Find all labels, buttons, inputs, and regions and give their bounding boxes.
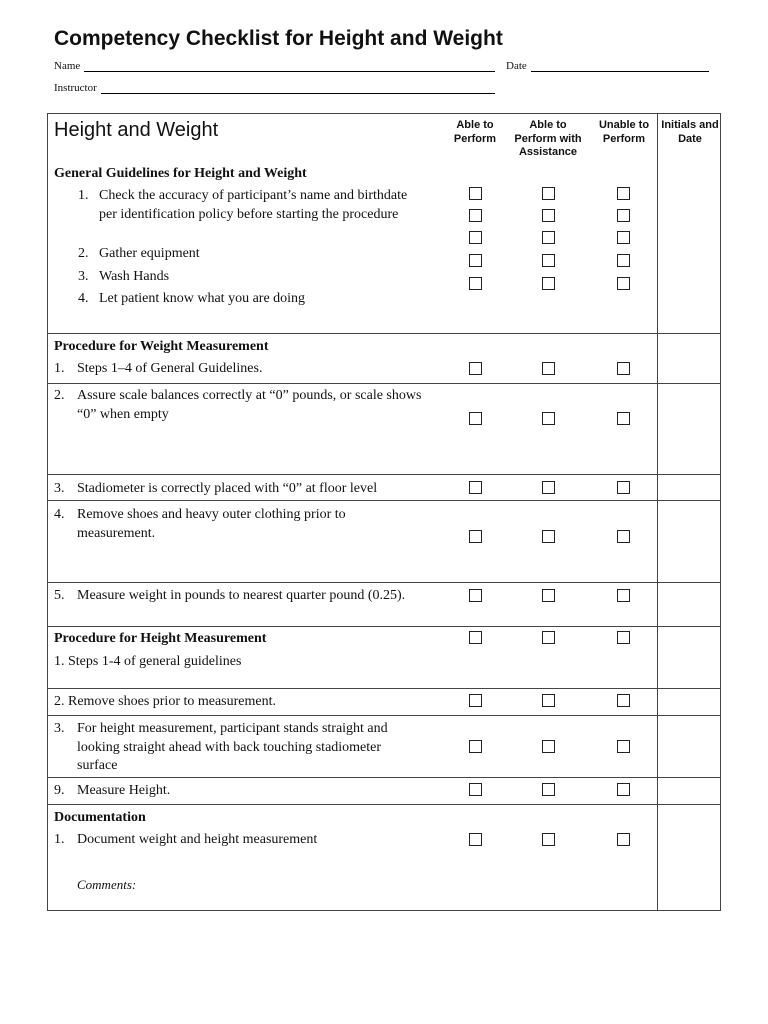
list-item — [54, 693, 434, 712]
comments-label: Comments: — [77, 877, 137, 892]
unable-checkbox[interactable] — [617, 209, 630, 222]
able-checkbox[interactable] — [469, 481, 482, 494]
date-field[interactable] — [506, 60, 709, 72]
able-checkbox[interactable] — [469, 362, 482, 375]
assistance-checkbox[interactable] — [542, 362, 555, 375]
item-text: Let patient know what you are doing — [99, 291, 306, 306]
item-number: 1. — [54, 832, 65, 847]
list-item — [78, 187, 423, 224]
list-item — [78, 245, 423, 264]
unable-checkbox[interactable] — [617, 362, 630, 375]
instructor-label: Instructor — [54, 82, 97, 94]
item-number: 3. — [78, 269, 89, 284]
able-checkbox[interactable] — [469, 187, 482, 200]
able-checkbox[interactable] — [469, 783, 482, 796]
able-checkbox[interactable] — [469, 412, 482, 425]
section-title: Height and Weight — [54, 119, 219, 141]
item-text: 2. Remove shoes prior to measurement. — [54, 694, 277, 709]
row-divider — [47, 777, 721, 778]
row-divider — [47, 474, 721, 475]
list-item — [54, 387, 432, 424]
assistance-checkbox[interactable] — [542, 254, 555, 267]
item-text: For height measurement, participant stands straight and looking straight ahead with back touching stadiometer surface — [77, 721, 388, 773]
row-divider — [47, 715, 721, 716]
item-number: 3. — [54, 721, 65, 736]
documentation-heading: Documentation — [54, 810, 146, 825]
item-text: Assure scale balances correctly at “0” pounds, or scale shows “0” when empty — [77, 388, 422, 422]
list-item — [54, 480, 434, 499]
item-number: 4. — [78, 291, 89, 306]
able-checkbox[interactable] — [469, 530, 482, 543]
general-guidelines-heading: General Guidelines for Height and Weight — [54, 166, 307, 181]
assistance-checkbox[interactable] — [542, 694, 555, 707]
unable-checkbox[interactable] — [617, 530, 630, 543]
height-procedure-heading: Procedure for Height Measurement — [54, 631, 267, 646]
unable-checkbox[interactable] — [617, 254, 630, 267]
item-text: 1. Steps 1-4 of general guidelines — [54, 654, 242, 669]
unable-checkbox[interactable] — [617, 783, 630, 796]
unable-checkbox[interactable] — [617, 231, 630, 244]
list-item — [54, 653, 434, 672]
row-divider — [47, 582, 721, 583]
row-divider — [47, 333, 721, 334]
unable-checkbox[interactable] — [617, 187, 630, 200]
assistance-checkbox[interactable] — [542, 833, 555, 846]
item-text: Measure Height. — [77, 783, 171, 798]
item-number: 3. — [54, 481, 65, 496]
able-checkbox[interactable] — [469, 694, 482, 707]
assistance-checkbox[interactable] — [542, 187, 555, 200]
list-item — [78, 268, 423, 287]
item-number: 9. — [54, 783, 65, 798]
item-number: 4. — [54, 507, 65, 522]
row-divider — [47, 383, 721, 384]
weight-procedure-heading: Procedure for Weight Measurement — [54, 339, 269, 354]
unable-checkbox[interactable] — [617, 740, 630, 753]
list-item — [54, 720, 416, 776]
unable-checkbox[interactable] — [617, 277, 630, 290]
list-item — [54, 587, 432, 606]
instructor-field[interactable] — [54, 82, 495, 94]
row-divider — [47, 500, 721, 501]
item-text: Stadiometer is correctly placed with “0” at floor level — [77, 481, 378, 496]
assistance-checkbox[interactable] — [542, 740, 555, 753]
able-checkbox[interactable] — [469, 589, 482, 602]
unable-checkbox[interactable] — [617, 412, 630, 425]
assistance-checkbox[interactable] — [542, 589, 555, 602]
col-header-able: Able to Perform — [453, 119, 497, 145]
list-item — [54, 360, 434, 379]
row-divider — [47, 804, 721, 805]
unable-checkbox[interactable] — [617, 631, 630, 644]
instructor-line[interactable] — [101, 84, 495, 94]
item-text: Steps 1–4 of General Guidelines. — [77, 361, 263, 376]
item-number: 1. — [54, 361, 65, 376]
list-item — [78, 290, 423, 309]
able-checkbox[interactable] — [469, 631, 482, 644]
unable-checkbox[interactable] — [617, 833, 630, 846]
list-item — [54, 831, 434, 850]
item-text: Check the accuracy of participant’s name and birthdate per identification policy before starting the procedure — [99, 188, 408, 222]
list-item — [54, 506, 394, 543]
item-text: Document weight and height measurement — [77, 832, 318, 847]
item-text: Wash Hands — [99, 269, 170, 284]
item-text: Gather equipment — [99, 246, 200, 261]
assistance-checkbox[interactable] — [542, 209, 555, 222]
able-checkbox[interactable] — [469, 254, 482, 267]
list-item — [54, 782, 434, 801]
initials-column-divider — [657, 113, 658, 911]
name-field[interactable] — [54, 60, 495, 72]
item-number: 5. — [54, 588, 65, 603]
date-line[interactable] — [531, 62, 709, 72]
item-number: 1. — [78, 188, 89, 203]
row-divider — [47, 626, 721, 627]
page-title: Competency Checklist for Height and Weight — [54, 27, 503, 50]
item-text: Remove shoes and heavy outer clothing prior to measurement. — [77, 507, 346, 541]
assistance-checkbox[interactable] — [542, 481, 555, 494]
able-checkbox[interactable] — [469, 740, 482, 753]
item-number: 2. — [78, 246, 89, 261]
col-header-assistance: Able to Perform with Assistance — [514, 119, 582, 158]
assistance-checkbox[interactable] — [542, 783, 555, 796]
assistance-checkbox[interactable] — [542, 631, 555, 644]
able-checkbox[interactable] — [469, 833, 482, 846]
name-line[interactable] — [84, 62, 495, 72]
unable-checkbox[interactable] — [617, 481, 630, 494]
name-label: Name — [54, 60, 81, 72]
col-header-unable: Unable to Perform — [598, 119, 650, 145]
col-header-initials: Initials and Date — [661, 119, 719, 145]
item-text: Measure weight in pounds to nearest quarter pound (0.25). — [77, 588, 406, 603]
row-divider — [47, 688, 721, 689]
assistance-checkbox[interactable] — [542, 231, 555, 244]
assistance-checkbox[interactable] — [542, 412, 555, 425]
able-checkbox[interactable] — [469, 277, 482, 290]
date-label: Date — [506, 60, 527, 72]
unable-checkbox[interactable] — [617, 694, 630, 707]
unable-checkbox[interactable] — [617, 589, 630, 602]
assistance-checkbox[interactable] — [542, 530, 555, 543]
item-number: 2. — [54, 388, 65, 403]
able-checkbox[interactable] — [469, 231, 482, 244]
able-checkbox[interactable] — [469, 209, 482, 222]
assistance-checkbox[interactable] — [542, 277, 555, 290]
